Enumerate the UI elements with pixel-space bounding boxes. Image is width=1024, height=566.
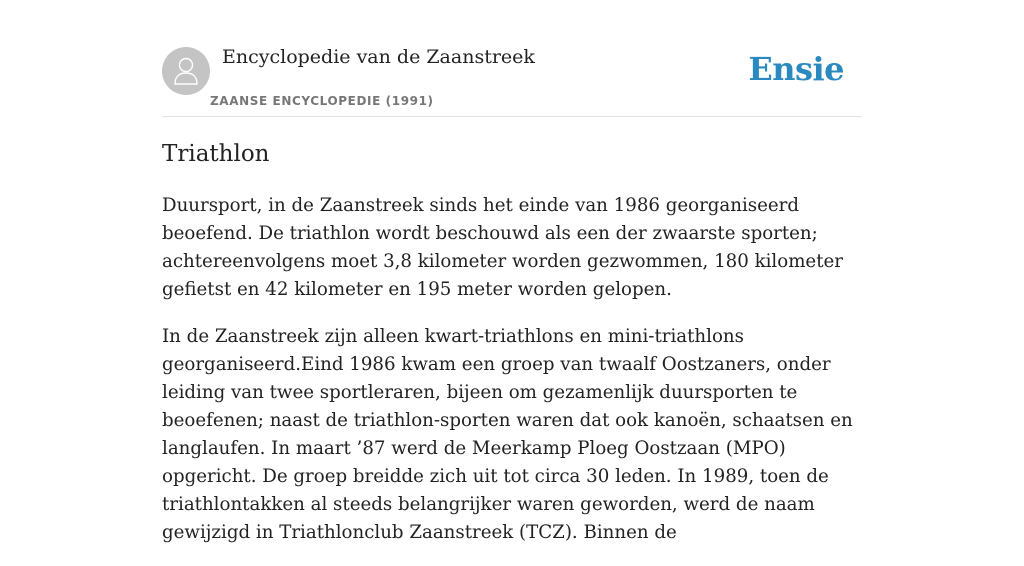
page-container [162, 0, 862, 543]
article-body [162, 192, 862, 566]
brand-logo[interactable]: Ensie [748, 50, 844, 88]
avatar[interactable] [162, 47, 210, 95]
user-icon [172, 56, 200, 86]
article-paragraph: In de Zaanstreek zijn alleen kwart-triathlons en mini-triathlons georganiseerd.Eind 1986 kwam een groep van twaalf Oostzaners, onder leiding van twee sportleraren, bijeen om gezamenlijk duursporten te beoefenen; naast de triathlon-sporten waren dat ook kanoën, schaatsen en langlaufen. In maart ’87 werd de Meerkamp Ploeg Oostzaan (MPO) opgericht. De groep breidde zich uit tot circa 30 leden. In 1989, toen de triathlontakken al steeds belangrijker waren geworden, werd de naam gewijzigd in Triathlonclub Zaanstreek (TCZ). Binnen de [162, 326, 853, 543]
article-paragraph: Duursport, in de Zaanstreek sinds het einde van 1986 georganiseerd beoefend. De triathlon wordt beschouwd als een der zwaarste sporten; achtereenvolgens moet 3,8 kilometer worden gezwommen, 180 kilometer gefietst en 42 kilometer en 195 meter worden gelopen. [162, 195, 843, 300]
site-title[interactable]: Encyclopedie van de Zaanstreek [222, 46, 535, 68]
article-title: Triathlon [162, 141, 270, 167]
site-header [162, 0, 862, 117]
source-label: ZAANSE ENCYCLOPEDIE (1991) [210, 94, 434, 108]
